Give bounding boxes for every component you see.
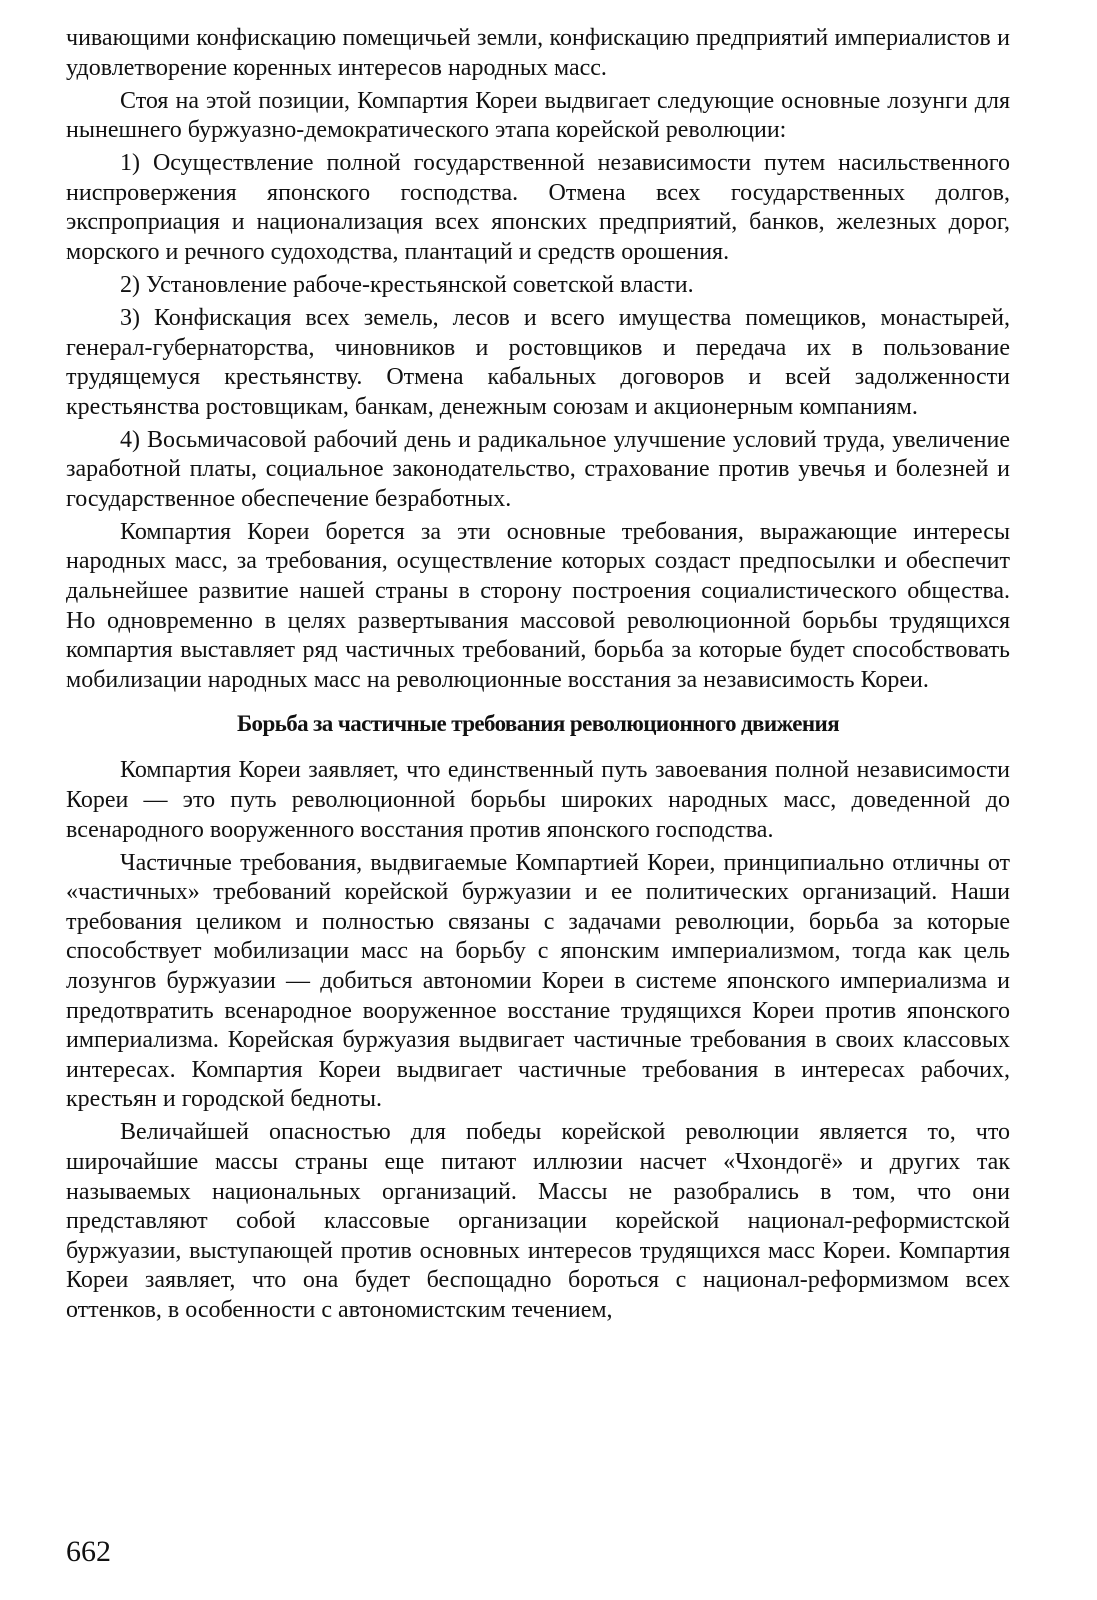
paragraph: Величайшей опасностью для победы корейской революции является то, что широчайшие массы страны еще питают иллюзии насчет «Чхондогё» и других так называемых национальных организаций. Массы не разобрались в том, что они представляют собой классовые организации корейской национал-реформистской буржуазии, выступающей против основных интересов трудящихся масс Кореи. Компартия Кореи заявляет, что она будет беспощадно бороться с национал-реформизмом всех оттенков, в особенности с автономистским течением, (66, 1119, 1010, 1323)
list-item-4: 4) Восьмичасовой рабочий день и радикальное улучшение условий труда, увеличение заработной платы, социальное законодательство, страхование против увечья и болезней и государственное обеспечение безработных. (66, 426, 1010, 512)
page-number: 662 (66, 1535, 111, 1568)
paragraph: Компартия Кореи борется за эти основные требования, выражающие интересы народных масс, за требования, осуществление которых создаст предпосылки и обеспечит дальнейшее развитие нашей страны в сторону построения социалистического общества. Но одновременно в целях развертывания массовой революционной борьбы трудящихся компартия выставляет ряд частичных требований, борьба за которые будет способствовать мобилизации народных масс на революционные восстания за независимость Кореи. (66, 518, 1010, 693)
paragraph: Частичные требования, выдвигаемые Компартией Кореи, принципиально отличны от «частичных» требований корейской буржуазии и ее политических организаций. Наши требования целиком и полностью связаны с задачами революции, борьба за которые способствует мобилизации масс на борьбу с японским империализмом, тогда как цель лозунгов буржуазии — добиться автономии Кореи в системе японского империализма и предотвратить всенародное вооруженное восстание трудящихся Кореи против японского империализма. Корейская буржуазия выдвигает частичные требования в своих классовых интересах. Компартия Кореи выдвигает частичные требования в интересах рабочих, крестьян и городской бедноты. (66, 849, 1010, 1113)
paragraph: Компартия Кореи заявляет, что единственный путь завоевания полной независимости Кореи — это путь революционной борьбы широких народных масс, доведенной до всенародного вооруженного восстания против японского господства. (66, 757, 1010, 843)
list-item-3: 3) Конфискация всех земель, лесов и всего имущества помещиков, монастырей, генерал-губернаторства, чиновников и ростовщиков и передача их в пользование трудящемуся крестьянству. Отмена кабальных договоров и всей задолженности крестьянства ростовщикам, банкам, денежным союзам и акционерным компаниям. (66, 304, 1010, 420)
paragraph: чивающими конфискацию помещичьей земли, конфискацию предприятий империалистов и удовлетворение коренных интересов народных масс. (66, 25, 1010, 81)
page-body (66, 24, 1010, 1329)
list-item-1: 1) Осуществление полной государственной независимости путем насильственного ниспровержения японского господства. Отмена всех государственных долгов, экспроприация и национализация всех японских предприятий, банков, железных дорог, морского и речного судоходства, плантаций и средств орошения. (66, 150, 1010, 265)
list-item-2: 2) Установление рабоче-крестьянской советской власти. (120, 271, 694, 298)
section-heading: Борьба за частичные требования революционного движения (236, 711, 840, 737)
paragraph: Стоя на этой позиции, Компартия Кореи выдвигает следующие основные лозунги для нынешнего буржуазно-демократического этапа корейской революции: (66, 87, 1010, 144)
